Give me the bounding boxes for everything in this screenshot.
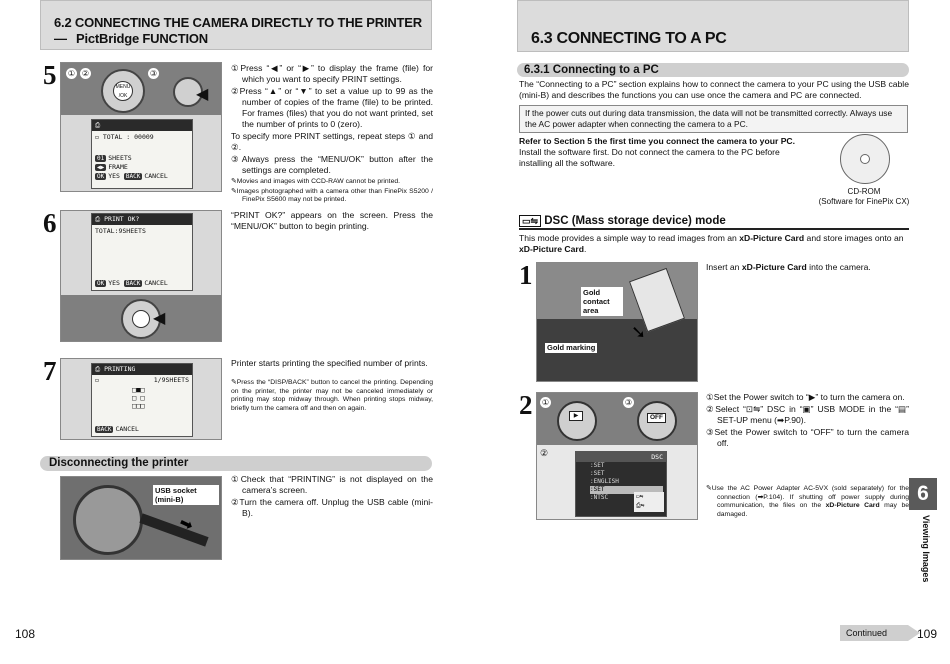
fig-label-2: ② bbox=[81, 69, 90, 78]
lcd-sheets-row bbox=[92, 144, 192, 163]
cd-rom-sub: (Software for FinePix CX) bbox=[818, 197, 910, 206]
lcd-yes: YES bbox=[108, 279, 120, 287]
subsection-heading bbox=[517, 63, 909, 77]
lcd-cancel: CANCEL bbox=[144, 279, 168, 287]
step-7-figure bbox=[60, 358, 222, 440]
camera-top-illustration bbox=[537, 393, 698, 445]
press-arrow-icon: ◀ bbox=[153, 310, 166, 327]
fig-label-2: ② bbox=[540, 448, 549, 458]
step2-note-2: may be damaged. bbox=[717, 502, 909, 519]
step2-line-3: ③Set the Power switch to “OFF” to turn the camera off. bbox=[706, 427, 909, 448]
right-header-title: 6.3 CONNECTING TO A PC bbox=[531, 30, 727, 47]
step1-text-1: Insert an bbox=[706, 262, 742, 272]
print-icon: ⎙ bbox=[95, 121, 101, 129]
lcd-printing: PRINTING bbox=[104, 365, 136, 373]
lcd-buttons-row bbox=[95, 279, 168, 288]
step-5-line-1: ①Press “◀” or “▶” to display the frame (file) for which you want to specify PRINT settings. bbox=[231, 63, 433, 84]
dsc-desc-bold-1: xD-Picture Card bbox=[739, 233, 805, 243]
chapter-tab: 6 bbox=[909, 478, 937, 510]
step-5-note-2-text: Images photographed with a camera other than FinePix S5200 / FinePix S5600 may not be printed. bbox=[236, 187, 433, 204]
usb-mode-options bbox=[634, 492, 664, 512]
lcd-back: BACK bbox=[125, 280, 141, 287]
cd-rom-caption bbox=[818, 187, 910, 207]
lcd-dsc-title: DSC bbox=[576, 452, 666, 462]
usb-socket-label: USB socket (mini-B) bbox=[153, 485, 219, 505]
lcd-sheets-row bbox=[92, 375, 192, 386]
lcd-frame: FRAME bbox=[108, 163, 128, 171]
step-6-text: “PRINT OK?” appears on the screen. Press the “MENU/OK” button to begin printing. bbox=[231, 210, 433, 231]
cd-rom-icon bbox=[840, 134, 890, 184]
dsc-desc-1: This mode provides a simple way to read images from an bbox=[519, 233, 740, 243]
lcd-row-4: :SET bbox=[590, 486, 663, 494]
step1-text-bold: xD-Picture Card bbox=[741, 262, 807, 272]
chapter-tab-label: Viewing Images bbox=[921, 515, 931, 583]
lcd-row-3: :ENGLISH bbox=[590, 478, 619, 485]
lcd-cancel: CANCEL bbox=[115, 425, 139, 433]
step-5-note-1-text: Movies and images with CCD-RAW cannot be printed. bbox=[236, 178, 401, 185]
lcd-total: TOTAL:9SHEETS bbox=[95, 227, 146, 235]
subsection-number: 6.3.1 bbox=[524, 64, 550, 76]
note-icon: ✎ bbox=[231, 187, 237, 195]
progress-grid-icon: □■□ □ □ □□□ bbox=[132, 386, 145, 410]
step-7-text bbox=[231, 358, 433, 415]
step-5-number: 5 bbox=[43, 60, 57, 90]
refer-bold-text: Refer to Section 5 the first time you connect the camera to your PC. bbox=[519, 136, 796, 146]
menu-ok-button-icon: MENU /OK bbox=[113, 81, 133, 101]
step-7-lcd bbox=[91, 363, 193, 437]
lcd-ok: OK bbox=[97, 280, 105, 287]
left-header bbox=[40, 0, 432, 50]
dsc-mode-icon: ▭⇋ bbox=[636, 493, 644, 500]
left-page-number: 108 bbox=[15, 627, 36, 641]
step2-note bbox=[706, 485, 909, 520]
intro-text: The “Connecting to a PC” section explains how to connect the camera to your PC using the USB cable (mini-B) and describes the functions you can use once the camera and PC are connected. bbox=[519, 79, 909, 100]
step1-text-2: into the camera. bbox=[806, 262, 871, 272]
step2-note-1: Use the AC Power Adapter AC-5VX (sold separately) for the connection (➡P.104). If shutting off power supply during communication, the files on the bbox=[711, 485, 909, 510]
lcd-total-row bbox=[92, 131, 192, 144]
dsc-mode-icon: ▭⇋ bbox=[519, 215, 541, 227]
press-arrow-icon: ◀ bbox=[196, 86, 209, 103]
lr-arrows-icon: ◀▶ bbox=[97, 164, 105, 171]
refer-text: Install the software first. Do not connect the camera to the PC before installing all the software. bbox=[519, 147, 780, 168]
right-page-number: 109 bbox=[917, 627, 938, 641]
camera-back-illustration bbox=[61, 63, 222, 115]
print-icon: ⎙ bbox=[95, 215, 105, 223]
lcd-row-2: :SET bbox=[590, 470, 605, 477]
step-7-note bbox=[231, 379, 433, 414]
right-step-1-number: 1 bbox=[519, 260, 533, 290]
lcd-print-ok: PRINT OK? bbox=[104, 215, 140, 223]
dsc-desc-bold-2: xD-Picture Card bbox=[519, 244, 584, 254]
card-insert-figure bbox=[536, 262, 698, 382]
dsc-desc-3: . bbox=[583, 244, 587, 254]
lcd-back: BACK bbox=[125, 173, 141, 180]
right-step-1-text bbox=[706, 262, 909, 273]
step-5-note-1 bbox=[231, 178, 433, 187]
lcd-sheets: 1/9SHEETS bbox=[153, 376, 189, 384]
lcd-frame-row bbox=[92, 163, 192, 172]
dsc-heading-text: DSC (Mass storage device) mode bbox=[544, 215, 726, 227]
note-icon: ✎ bbox=[231, 178, 237, 185]
image-icon: ▭ bbox=[95, 133, 103, 141]
continued-label bbox=[840, 625, 908, 641]
step-5-line-4: ③Always press the “MENU/OK” button after the settings are completed. bbox=[231, 154, 433, 175]
step-6-lcd bbox=[91, 213, 193, 291]
lcd-sheets-value: 01 bbox=[97, 155, 105, 162]
power-notice: If the power cuts out during data transmission, the data will not be transmitted correctly. Always use the AC power adapter when connecting the camera to a PC. bbox=[519, 105, 908, 133]
camera-button-illustration bbox=[61, 295, 222, 342]
lcd-titlebar bbox=[92, 364, 192, 375]
step-7-note-text: Press the “DISP/BACK” button to cancel the printing. Depending on the printer, the printer may not be canceled immediately or printing may stop midway through. When printing stops midway, briefly turn the camera off and then on again. bbox=[231, 379, 433, 413]
fig-label-3: ③ bbox=[624, 398, 633, 407]
note-icon: ✎ bbox=[706, 485, 712, 492]
continued-text: Continued bbox=[846, 628, 888, 638]
lcd-total: TOTAL : 00009 bbox=[102, 133, 154, 141]
step-5-lcd bbox=[91, 119, 193, 189]
step-5-text bbox=[231, 63, 433, 206]
step-5-figure bbox=[60, 62, 222, 192]
lcd-yes: YES bbox=[108, 172, 120, 180]
pictbridge-mode-icon: ⎙⇋ bbox=[636, 502, 645, 509]
right-step-2-text bbox=[706, 392, 909, 521]
step2-line-2: ②Select “⊡⇋” DSC in “▣” USB MODE in the “▤” SET-UP menu (➡P.90). bbox=[706, 404, 909, 425]
print-icon: ⎙ bbox=[95, 365, 105, 373]
step-5-note-2 bbox=[231, 188, 433, 205]
camera-lens-illustration bbox=[73, 485, 143, 555]
lcd-buttons-row bbox=[95, 425, 139, 434]
usb-socket-figure bbox=[60, 476, 222, 560]
fig-label-3: ③ bbox=[149, 69, 158, 78]
dsc-description bbox=[519, 233, 909, 255]
lcd-row-1: :SET bbox=[590, 462, 605, 469]
step2-line-1: ①Set the Power switch to “▶” to turn the camera on. bbox=[706, 392, 905, 402]
fig-label-1: ① bbox=[541, 398, 550, 407]
lcd-ok: OK bbox=[97, 173, 105, 180]
right-step-2-number: 2 bbox=[519, 390, 533, 420]
step-5-line-2: ②Press “▲” or “▼” to set a value up to 99 as the number of copies of the frame (file) to be printed. For frames (files) that you do not want printed, set the number of prints to 0 (zero). bbox=[231, 86, 433, 129]
step2-note-bold: xD-Picture Card bbox=[825, 502, 880, 510]
disconnect-line-1: ①Check that “PRINTING” is not displayed on the camera’s screen. bbox=[231, 474, 433, 495]
step-6-number: 6 bbox=[43, 208, 57, 238]
dsc-heading bbox=[519, 214, 909, 230]
pull-arrow-icon: ➡ bbox=[176, 514, 196, 536]
step-5-line-3: To specify more PRINT settings, repeat steps ① and ②. bbox=[231, 131, 433, 152]
left-header-title-1: 6.2 CONNECTING THE CAMERA DIRECTLY TO THE PRINTER — bbox=[54, 15, 422, 46]
menu-ok-button-icon bbox=[132, 310, 150, 328]
step-6-figure bbox=[60, 210, 222, 342]
disconnect-heading: Disconnecting the printer bbox=[40, 456, 432, 471]
disconnect-text bbox=[231, 474, 433, 520]
cd-rom-label: CD-ROM bbox=[847, 187, 881, 196]
insert-arrow-icon: ➘ bbox=[631, 322, 647, 342]
image-icon: ▭ bbox=[95, 376, 99, 384]
disconnect-line-2: ②Turn the camera off. Unplug the USB cable (mini-B). bbox=[231, 497, 433, 518]
subsection-title: Connecting to a PC bbox=[552, 64, 659, 76]
dsc-desc-2: and store images onto an bbox=[804, 233, 904, 243]
usb-cable-illustration bbox=[139, 513, 208, 546]
power-switch-figure bbox=[536, 392, 698, 520]
lcd-titlebar bbox=[92, 120, 192, 131]
gold-contact-label: Gold contact area bbox=[581, 287, 623, 316]
right-header bbox=[517, 0, 909, 52]
lcd-titlebar bbox=[92, 214, 192, 225]
note-icon: ✎ bbox=[231, 379, 237, 386]
power-dial-icon bbox=[557, 401, 597, 441]
fig-label-1: ① bbox=[67, 69, 76, 78]
left-header-title-2: PictBridge FUNCTION bbox=[76, 31, 208, 46]
play-icon: ▶ bbox=[569, 411, 583, 421]
lcd-sheets: SHEETS bbox=[108, 154, 132, 162]
lcd-back: BACK bbox=[97, 426, 112, 433]
lcd-row-5: :NTSC bbox=[590, 494, 609, 501]
step-7-number: 7 bbox=[43, 356, 57, 386]
step-7-line: Printer starts printing the specified number of prints. bbox=[231, 358, 428, 368]
lcd-buttons-row bbox=[92, 172, 192, 181]
gold-marking-label: Gold marking bbox=[547, 343, 596, 352]
lcd-cancel: CANCEL bbox=[144, 172, 168, 180]
setup-menu-lcd bbox=[575, 451, 667, 517]
off-label: OFF bbox=[647, 413, 666, 423]
